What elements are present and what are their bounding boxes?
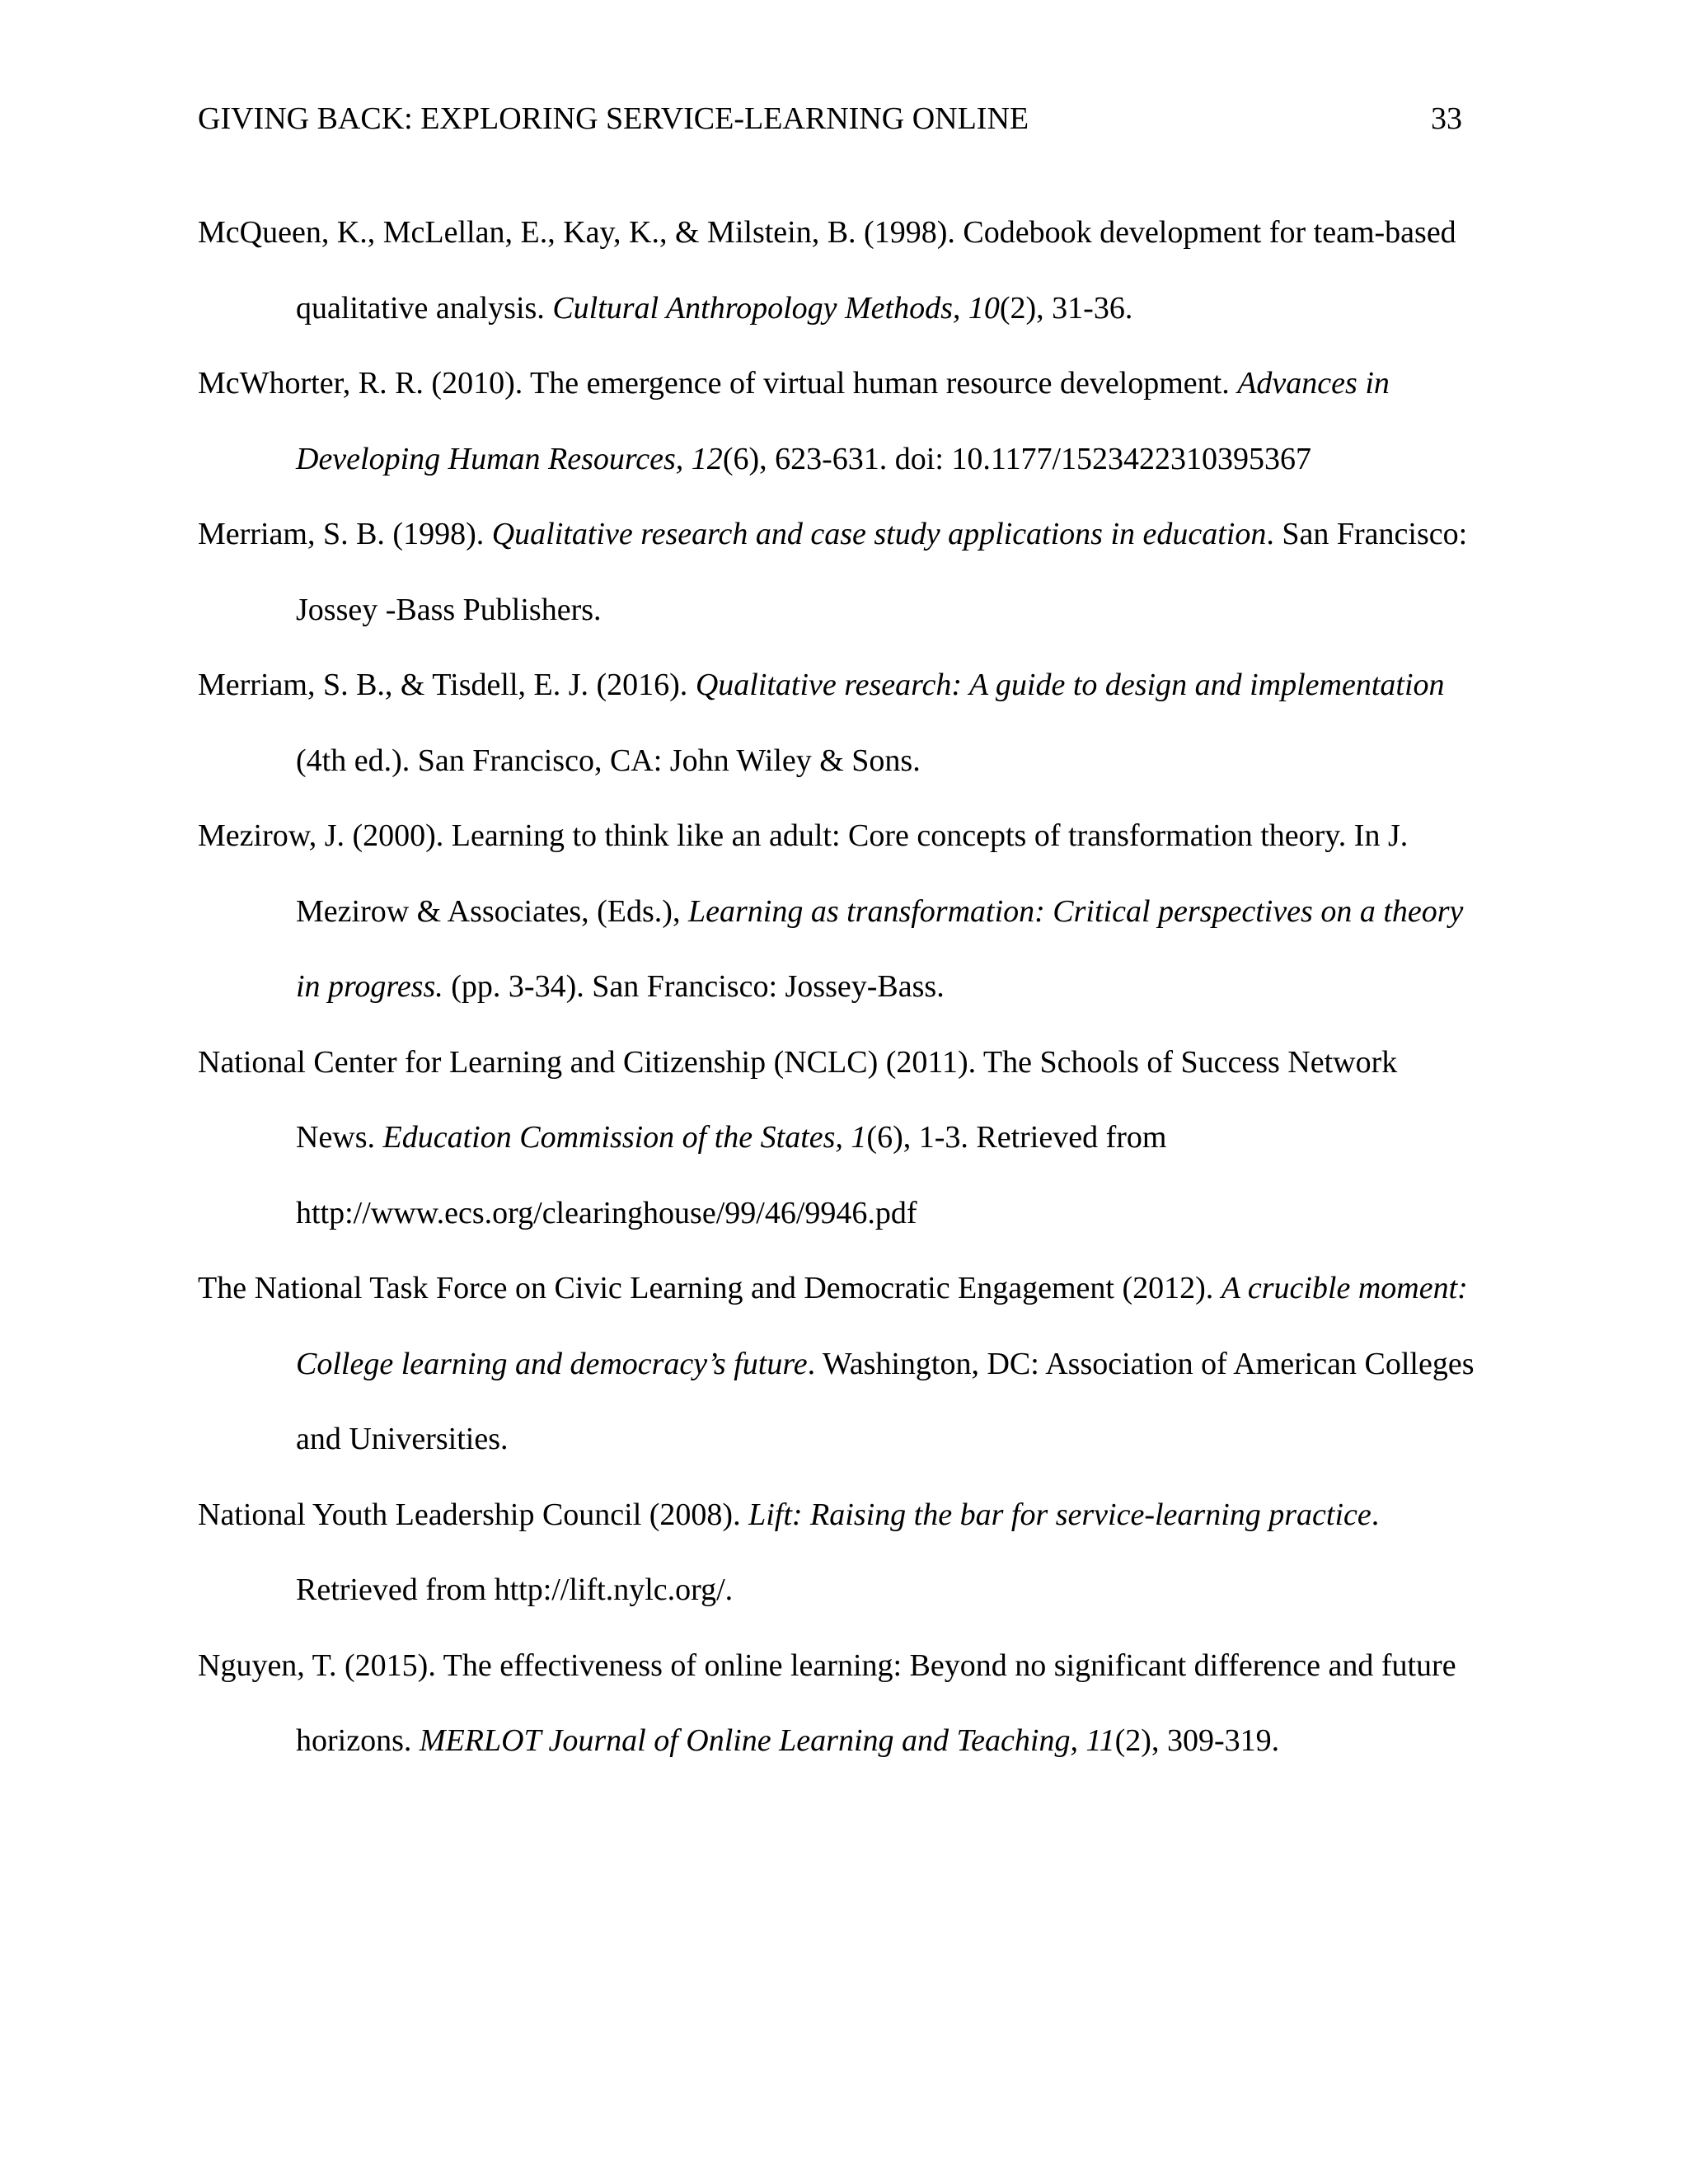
reference-entry (198, 1629, 1484, 1779)
reference-text: Mezirow, J. (2000). Learning to think like an adult: Core concepts of transformation theory. In J. Mezirow & Associates, (Eds.), (198, 818, 1409, 929)
reference-text: (4th ed.). San Francisco, CA: John Wiley & Sons. (296, 743, 921, 778)
reference-source-title: Learning as transformation: Critical perspectives on a theory in progress. (296, 893, 1464, 1004)
reference-source-title: Advances in Developing Human Resources, 12 (296, 366, 1390, 476)
reference-source-title: Cultural Anthropology Methods, 10 (552, 290, 1000, 326)
reference-entry (198, 195, 1484, 346)
reference-text: . Washington, DC: Association of American Colleges and Universities. (296, 1346, 1475, 1456)
reference-source-title: Qualitative research and case study applications in education (491, 517, 1267, 551)
reference-text: McWhorter, R. R. (2010). The emergence of virtual human resource development. (198, 366, 1238, 401)
reference-text: . San Francisco: Jossey -Bass Publishers. (296, 517, 1468, 627)
reference-entry (198, 1251, 1484, 1478)
reference-entry (198, 648, 1484, 799)
reference-text: National Center for Learning and Citizenship (NCLC) (2011). The Schools of Success Network News. (198, 1044, 1398, 1155)
reference-text: . Retrieved from http://lift.nylc.org/. (296, 1497, 1380, 1607)
reference-entry (198, 497, 1484, 648)
reference-list (198, 195, 1484, 1779)
page-number: 33 (1431, 101, 1462, 136)
reference-text: (pp. 3-34). San Francisco: Jossey-Bass. (443, 969, 945, 1004)
reference-entry (198, 799, 1484, 1025)
reference-source-title: Lift: Raising the bar for service-learning practice (748, 1497, 1372, 1532)
reference-text: (2), 31-36. (999, 290, 1133, 326)
reference-source-title: A crucible moment: College learning and democracy’s future (296, 1271, 1468, 1381)
reference-source-title: MERLOT Journal of Online Learning and Teaching, 11 (419, 1723, 1115, 1758)
reference-text: Nguyen, T. (2015). The effectiveness of online learning: Beyond no significant difference and future horizons. (198, 1647, 1456, 1758)
reference-text: The National Task Force on Civic Learning and Democratic Engagement (2012). (198, 1271, 1221, 1305)
reference-text: (6), 1-3. Retrieved from http://www.ecs.org/clearinghouse/99/46/9946.pdf (296, 1120, 1167, 1230)
reference-text: McQueen, K., McLellan, E., Kay, K., & Milstein, B. (1998). Codebook development for team-based qualitative analysis. (198, 215, 1456, 326)
reference-text: (6), 623-631. doi: 10.1177/1523422310395367 (722, 441, 1312, 476)
reference-text: National Youth Leadership Council (2008). (198, 1497, 749, 1532)
reference-entry (198, 1478, 1484, 1629)
reference-source-title: Education Commission of the States, 1 (382, 1120, 867, 1155)
reference-text: Merriam, S. B. (1998). (198, 517, 492, 551)
reference-source-title: Qualitative research: A guide to design and implementation (695, 668, 1445, 702)
reference-text: Merriam, S. B., & Tisdell, E. J. (2016). (198, 668, 696, 702)
running-head: GIVING BACK: EXPLORING SERVICE-LEARNING ONLINE (198, 101, 1029, 136)
reference-entry (198, 346, 1484, 497)
reference-text: (2), 309-319. (1114, 1723, 1280, 1758)
reference-entry (198, 1025, 1484, 1252)
